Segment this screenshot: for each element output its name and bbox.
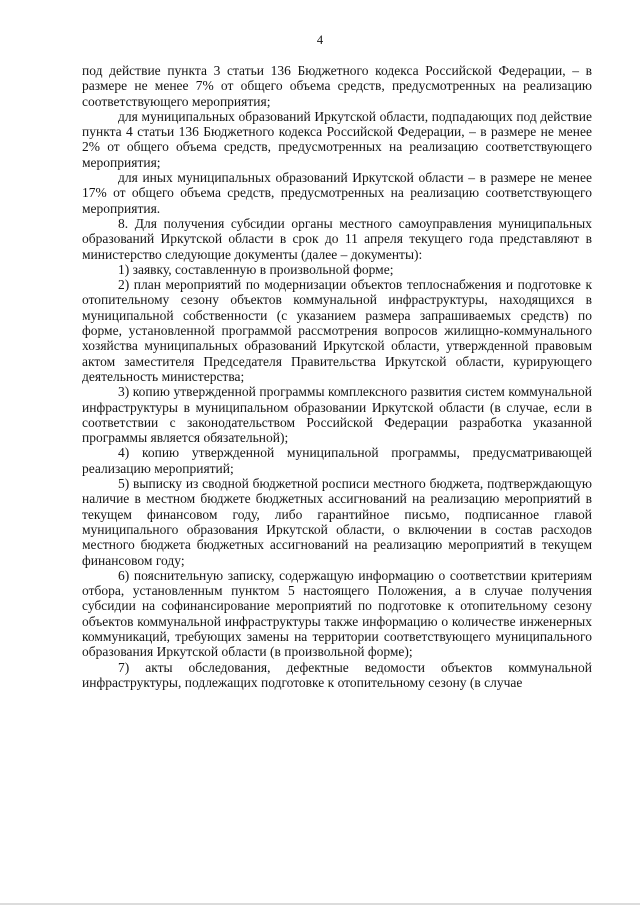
list-item-2: 2) план мероприятий по модернизации объектов теплоснабжения и подготовке к отопительному сезону объектов коммунальной инфраструктуры, находящихся в муниципальной собственности (с указанием размера запрашиваемых средств) по форме, установленной программой рассмотрения вопросов жилищно-коммунального хозяйства муниципальных образований Иркутской области, утвержденной правовым актом заместителя Председателя Правительства Иркутской области, курирующего деятельность министерства; — [82, 277, 592, 384]
paragraph-article-4: для муниципальных образований Иркутской области, подпадающих под действие пункта 4 статьи 136 Бюджетного кодекса Российской Федерации, – в размере не менее 2% от общего объема средств, предусмотренных на реализацию соответствующего мероприятия; — [82, 108, 592, 170]
page-number: 4 — [316, 33, 324, 47]
list-item-1: 1) заявку, составленную в произвольной форме; — [118, 261, 394, 277]
paragraph-continuation: под действие пункта 3 статьи 136 Бюджетного кодекса Российской Федерации, – в размере не менее 7% от общего объема средств, предусмотренных на реализацию соответствующего мероприятия; — [82, 63, 592, 109]
paragraph-item-8: 8. Для получения субсидии органы местного самоуправления муниципальных образований Иркутской области в срок до 11 апреля текущего года представляют в министерство следующие документы (далее – документы): — [82, 215, 592, 262]
list-item-6: 6) пояснительную записку, содержащую информацию о соответствии критериям отбора, установленным пунктом 5 настоящего Положения, а в случае получения субсидии на софинансирование мероприятий по подготовке к отопительному сезону объектов коммунальной инфраструктуры также информацию о количестве инженерных коммуникаций, требующих замены на территории соответствующего муниципального образования Иркутской области (в произвольной форме); — [82, 567, 592, 660]
list-item-4: 4) копию утвержденной муниципальной программы, предусматривающей реализацию мероприятий; — [82, 445, 592, 476]
list-item-5: 5) выписку из сводной бюджетной росписи местного бюджета, подтверждающую наличие в местном бюджете бюджетных ассигнований на реализацию мероприятий в текущем финансовом году, либо гарантийное письмо, подписанное главой муниципального образования Иркутской области, о включении в состав расходов местного бюджета бюджетных ассигнований на реализацию мероприятий в текущем финансовом году; — [82, 476, 592, 568]
list-item-7: 7) акты обследования, дефектные ведомости объектов коммунальной инфраструктуры, подлежащих подготовке к отопительному сезону (в случае — [82, 659, 592, 690]
document-body — [82, 63, 592, 690]
paragraph-other-municipalities: для иных муниципальных образований Иркутской области – в размере не менее 17% от общего объема средств, предусмотренных на реализацию соответствующего мероприятия. — [82, 170, 592, 216]
list-item-3: 3) копию утвержденной программы комплексного развития систем коммунальной инфраструктуры в муниципальном образовании Иркутской области (в случае, если в соответствии с законодательством Российской Федерации разработка указанной программы является обязательной); — [82, 384, 592, 446]
